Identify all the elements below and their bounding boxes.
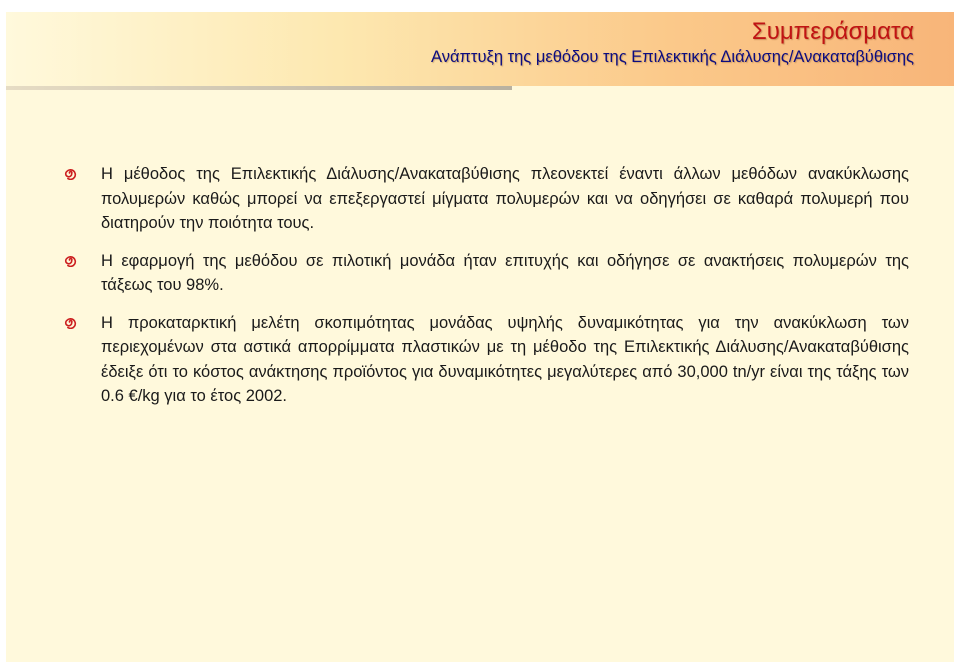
slide — [6, 12, 954, 662]
swirl-bullet-icon — [63, 253, 77, 267]
header-band — [6, 12, 954, 86]
bullet-item-2 — [63, 249, 909, 298]
bullet-text: Η προκαταρκτική μελέτη σκοπιμότητας μονάδας υψηλής δυναμικότητας για την ανακύκλωση των περιεχομένων στα αστικά απορρίμματα πλαστικών με τη μέθοδο της Επιλεκτικής Διάλυσης/Ανακαταβύθισης έδειξε ότι το κόστος ανάκτησης προϊόντος για δυναμικότητες μεγαλύτερες από 30,000 tn/yr είναι της τάξης των 0.6 €/kg για το έτος 2002. — [101, 313, 909, 405]
swirl-bullet-icon — [63, 315, 77, 329]
bullet-item-1 — [63, 162, 909, 236]
bullet-item-3 — [63, 311, 909, 409]
slide-subtitle: Ανάπτυξη της μεθόδου της Επιλεκτικής Διάλυσης/Ανακαταβύθισης — [431, 48, 914, 66]
header-divider — [6, 86, 512, 90]
bullet-text: Η εφαρμογή της μεθόδου σε πιλοτική μονάδα ήταν επιτυχής και οδήγησε σε ανακτήσεις πολυμερών της τάξεως του 98%. — [101, 251, 909, 294]
swirl-bullet-icon — [63, 166, 77, 180]
bullet-text: Η μέθοδος της Επιλεκτικής Διάλυσης/Ανακαταβύθισης πλεονεκτεί έναντι άλλων μεθόδων ανακύκλωσης πολυμερών καθώς μπορεί να επεξεργαστεί μίγματα πολυμερών και να οδηγήσει σε καθαρά πολυμερή που διατηρούν την ποιότητα τους. — [101, 165, 909, 232]
bullet-list — [63, 162, 909, 422]
slide-title: Συμπεράσματα — [751, 18, 914, 45]
